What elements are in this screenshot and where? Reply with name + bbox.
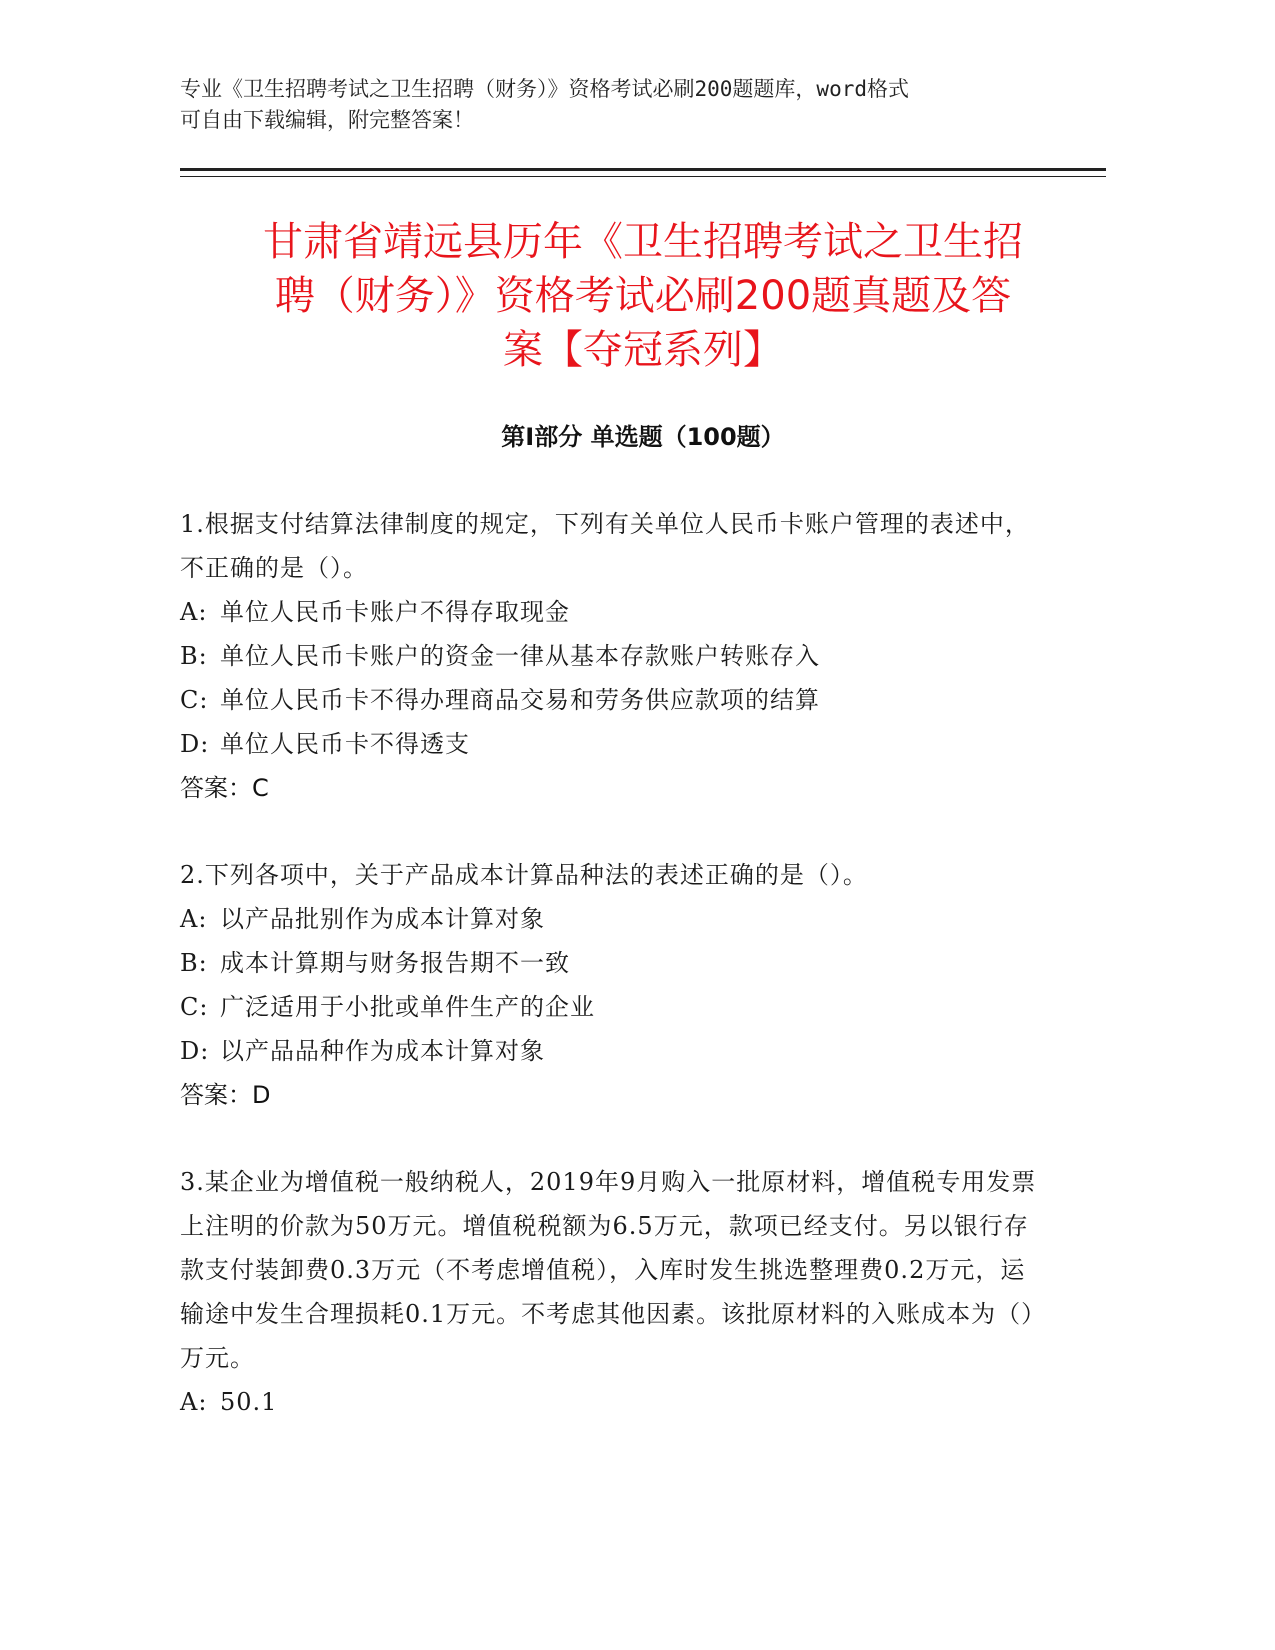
question-stem: 1.根据支付结算法律制度的规定，下列有关单位人民币卡账户管理的表述中，不正确的是（）。 bbox=[180, 510, 1030, 582]
option-key: A: bbox=[180, 1388, 208, 1416]
option-a bbox=[180, 590, 1050, 634]
option-b bbox=[180, 941, 1050, 985]
header-line-2: 可自由下载编辑，附完整答案！ bbox=[180, 108, 474, 132]
header-note bbox=[180, 74, 1080, 136]
option-key: B: bbox=[180, 949, 208, 977]
option-key: A: bbox=[180, 598, 208, 626]
option-text: 成本计算期与财务报告期不一致 bbox=[220, 949, 570, 977]
answer-label: 答案：D bbox=[180, 1081, 271, 1109]
answer-label: 答案：C bbox=[180, 774, 269, 802]
header-rule-thick bbox=[180, 168, 1106, 171]
question-1 bbox=[180, 502, 1050, 810]
document-title bbox=[180, 215, 1106, 377]
question-3 bbox=[180, 1160, 1050, 1424]
option-d bbox=[180, 722, 1050, 766]
title-line-3: 案【夺冠系列】 bbox=[503, 327, 783, 373]
option-c bbox=[180, 678, 1050, 722]
option-text: 50.1 bbox=[220, 1388, 278, 1416]
question-stem: 3.某企业为增值税一般纳税人，2019年9月购入一批原材料，增值税专用发票上注明的价款为50万元。增值税税额为6.5万元，款项已经支付。另以银行存款支付装卸费0.3万元（不考虑增值税），入库时发生挑选整理费0.2万元，运输途中发生合理损耗0.1万元。不考虑其他因素。该批原材料的入账成本为（）万元。 bbox=[180, 1168, 1047, 1372]
option-a bbox=[180, 1380, 1050, 1424]
title-line-2: 聘（财务）》资格考试必刷200题真题及答 bbox=[274, 273, 1012, 319]
option-text: 以产品品种作为成本计算对象 bbox=[220, 1037, 545, 1065]
option-text: 单位人民币卡不得透支 bbox=[220, 730, 470, 758]
option-key: A: bbox=[180, 905, 208, 933]
title-line-1: 甘肃省靖远县历年《卫生招聘考试之卫生招 bbox=[263, 219, 1023, 265]
option-text: 单位人民币卡不得办理商品交易和劳务供应款项的结算 bbox=[220, 686, 820, 714]
option-b bbox=[180, 634, 1050, 678]
header-rule-thin bbox=[180, 176, 1106, 177]
header-line-1: 专业《卫生招聘考试之卫生招聘（财务）》资格考试必刷200题题库，word格式 bbox=[180, 77, 909, 101]
option-key: D: bbox=[180, 1037, 210, 1065]
option-a bbox=[180, 897, 1050, 941]
question-stem: 2.下列各项中，关于产品成本计算品种法的表述正确的是（）。 bbox=[180, 861, 868, 889]
option-key: B: bbox=[180, 642, 208, 670]
option-text: 以产品批别作为成本计算对象 bbox=[220, 905, 545, 933]
option-d bbox=[180, 1029, 1050, 1073]
option-text: 单位人民币卡账户不得存取现金 bbox=[220, 598, 570, 626]
option-key: D: bbox=[180, 730, 210, 758]
question-2 bbox=[180, 853, 1050, 1117]
option-text: 单位人民币卡账户的资金一律从基本存款账户转账存入 bbox=[220, 642, 820, 670]
option-key: C: bbox=[180, 686, 209, 714]
option-text: 广泛适用于小批或单件生产的企业 bbox=[220, 993, 595, 1021]
option-key: C: bbox=[180, 993, 209, 1021]
question-list bbox=[180, 502, 1050, 1424]
section-heading: 第Ⅰ部分 单选题（100题） bbox=[501, 423, 785, 451]
option-c bbox=[180, 985, 1050, 1029]
